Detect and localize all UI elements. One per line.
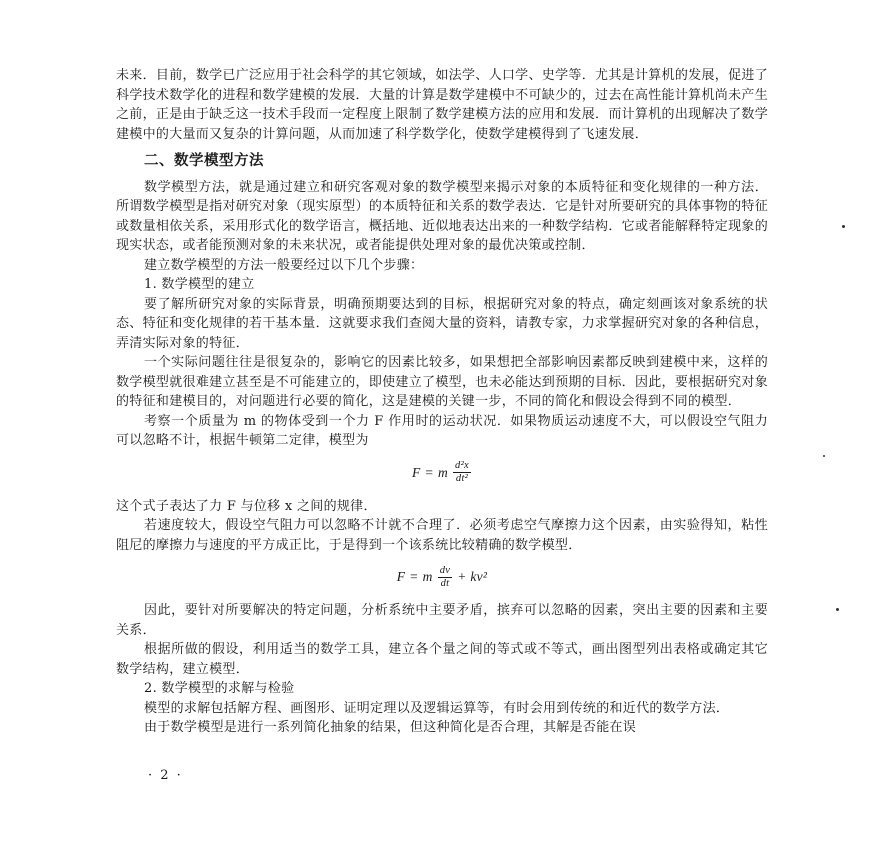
formula-lhs: F: [396, 569, 406, 585]
fraction-numerator: dv: [439, 564, 451, 576]
paragraph-air-resistance: 若速度较大，假设空气阻力可以忽略不计就不合理了．必须考虑空气摩擦力这个因素，由实验得知，粘性阻尼的摩擦力与速度的平方成正比，于是得到一个该系统比较精确的数学模型．: [116, 518, 768, 553]
formula-mass: m: [422, 569, 433, 585]
paragraph-main-factors: 因此，要针对所要解决的特定问题，分析系统中主要矛盾，摈弃可以忽略的因素，突出主要的因素和主要关系．: [116, 603, 768, 638]
formula-tail: + kv²: [457, 569, 488, 585]
scan-speck: [823, 455, 825, 457]
page-number: · 2 ·: [148, 768, 183, 783]
formula-lhs: F: [412, 464, 421, 480]
scan-speck: [842, 225, 845, 228]
fraction-numerator: d²x: [455, 460, 469, 471]
paragraph-steps-intro: 建立数学模型的方法一般要经过以下几个步骤：: [144, 257, 424, 273]
formula-equals: =: [424, 464, 434, 480]
paragraph-formula-note: 这个式子表达了力 F 与位移 x 之间的规律．: [116, 498, 377, 514]
paragraph-intro: 未来．目前，数学已广泛应用于社会科学的其它领域，如法学、人口学、史学等．尤其是计算机的发展，促进了科学技术数学化的进程和数学建模的发展．大量的计算是数学建模中不可缺少的，过去在高性能计算机尚未产生之前，正是由于缺乏这一技术手段而一定程度上限制了数学建模方法的应用和发展．而计算机的出现解决了数学建模中的大量而又复杂的计算问题，从而加速了科学数学化，使数学建模得到了飞速发展．: [116, 68, 768, 142]
paragraph-simplification: 一个实际问题往往是很复杂的，影响它的因素比较多，如果想把全部影响因素都反映到建模中来，这样的数学模型就很难建立甚至是不可能建立的，即使建立了模型，也未必能达到预期的目标．因此，要根据研究对象的特征和建模目的，对问题进行必要的简化，这是建模的关键一步，不同的简化和假设会得到不同的模型．: [116, 355, 768, 409]
step-1-title: 1. 数学模型的建立: [144, 277, 255, 292]
paragraph-build-model: 根据所做的假设，利用适当的数学工具，建立各个量之间的等式或不等式，画出图型列出表格或确定其它数学结构，建立模型．: [116, 642, 768, 677]
paragraph-example: 考察一个质量为 m 的物体受到一个力 F 作用时的运动状况．如果物质运动速度不大，可以假设空气阻力可以忽略不计，根据牛顿第二定律，模型为: [116, 413, 768, 448]
formula-newton: [116, 457, 768, 489]
step-2-title: 2. 数学模型的求解与检验: [144, 681, 295, 696]
paragraph-definition: 数学模型方法，就是通过建立和研究客观对象的数学模型来揭示对象的本质特征和变化规律的一种方法．所谓数学模型是指对研究对象（现实原型）的本质特征和关系的数学表达．它是针对所要研究的具体事物的特征或数量相依关系，采用形式化的数学语言，概括地、近似地表达出来的一种数学结构．它或者能解释特定现象的现实状态，或者能预测对象的未来状况，或者能提供处理对象的最优决策或控制．: [116, 179, 768, 253]
paragraph-background: 要了解所研究对象的实际背景，明确预期要达到的目标，根据研究对象的特点，确定刻画该对象系统的状态、特征和变化规律的若干基本量．这就要求我们查阅大量的资料，请教专家，力求掌握研究对象的各种信息，弄清实际对象的特征．: [116, 296, 768, 351]
scan-speck: [836, 608, 839, 611]
formula-mass: m: [437, 464, 449, 480]
document-page: [116, 66, 768, 738]
formula-friction: [116, 561, 768, 593]
formula-fraction: [438, 565, 453, 590]
paragraph-solving: 模型的求解包括解方程、画图形、证明定理以及逻辑运算等，有时会用到传统的和近代的数学方法．: [144, 700, 730, 716]
paragraph-validation: 由于数学模型是进行一系列简化抽象的结果，但这种简化是否合理，其解是否能在误: [144, 720, 637, 735]
fraction-denominator: dt: [440, 577, 450, 589]
formula-equals: =: [409, 569, 419, 585]
section-heading: 二、数学模型方法: [144, 153, 264, 169]
formula-fraction: [453, 460, 471, 485]
fraction-denominator: dt²: [455, 473, 469, 484]
